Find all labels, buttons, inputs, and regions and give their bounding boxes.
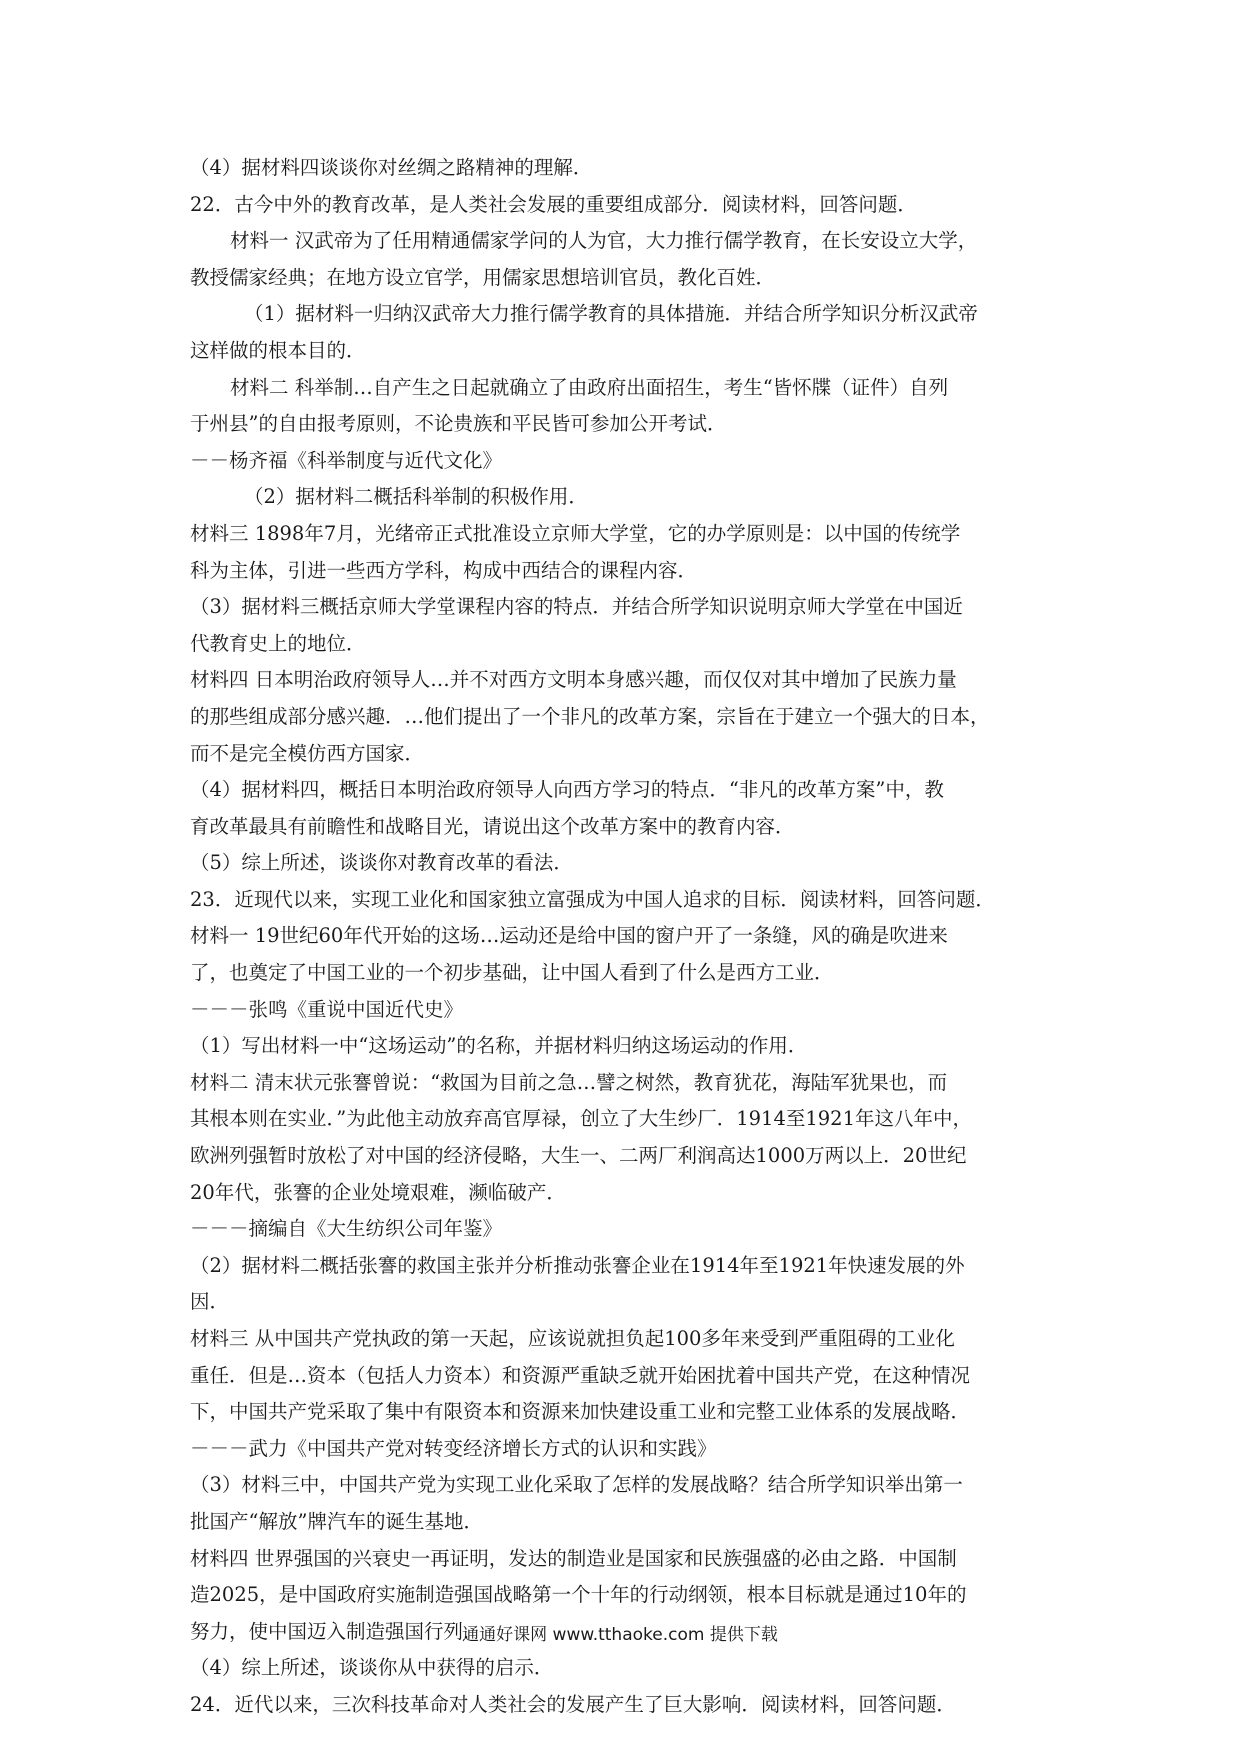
text-line: 因．	[190, 1290, 230, 1314]
text-line: 造2025，是中国政府实施制造强国战略第一个十年的行动纲领，根本目标就是通过10年的	[190, 1583, 967, 1607]
text-line: （2）据材料二概括科举制的积极作用．	[244, 485, 588, 509]
text-line: －－－张鸣《重说中国近代史》	[190, 997, 464, 1021]
text-line: 批国产“解放”牌汽车的诞生基地．	[190, 1509, 483, 1533]
text-line: 努力，使中国迈入制造强国行列．	[190, 1619, 483, 1643]
text-line: （1）写出材料一中“这场运动”的名称，并据材料归纳这场运动的作用．	[190, 1034, 808, 1058]
text-line: 欧洲列强暂时放松了对中国的经济侵略，大生一、二两厂利润高达1000万两以上．20世纪	[190, 1144, 967, 1168]
text-line: 重任．但是…资本（包括人力资本）和资源严重缺乏就开始困扰着中国共产党，在这种情况	[190, 1363, 971, 1387]
text-line: 材料一 19世纪60年代开始的这场…运动还是给中国的窗户开了一条缝，风的确是吹进来	[190, 924, 948, 948]
text-line: 育改革最具有前瞻性和战略目光，请说出这个改革方案中的教育内容．	[190, 814, 795, 838]
text-line: （4）据材料四谈谈你对丝绸之路精神的理解．	[190, 156, 593, 179]
text-line: 科为主体，引进一些西方学科，构成中西结合的课程内容．	[190, 558, 698, 582]
text-line: 材料四 日本明治政府领导人…并不对西方文明本身感兴趣，而仅仅对其中增加了民族力量	[190, 668, 957, 692]
text-line: （4）综上所述，谈谈你从中获得的启示．	[190, 1656, 554, 1680]
text-line: 教授儒家经典；在地方设立官学，用儒家思想培训官员，教化百姓．	[190, 265, 776, 289]
document-body	[190, 150, 1060, 1724]
text-line: （3）据材料三概括京师大学堂课程内容的特点．并结合所学知识说明京师大学堂在中国近	[190, 595, 963, 619]
text-line: 20年代，张謇的企业处境艰难，濒临破产．	[190, 1180, 566, 1204]
text-line: 材料二 科举制…自产生之日起就确立了由政府出面招生，考生“皆怀牒（证件）自列	[230, 375, 949, 399]
text-line: 材料三 1898年7月，光绪帝正式批准设立京师大学堂，它的办学原则是：以中国的传统学	[190, 521, 961, 545]
text-line: 的那些组成部分感兴趣．…他们提出了一个非凡的改革方案，宗旨在于建立一个强大的日本，	[190, 704, 990, 728]
text-line: 代教育史上的地位．	[190, 631, 366, 655]
text-line: －－杨齐福《科举制度与近代文化》	[190, 448, 503, 472]
text-line: 了，也奠定了中国工业的一个初步基础，让中国人看到了什么是西方工业．	[190, 961, 834, 985]
text-line: （5）综上所述，谈谈你对教育改革的看法．	[190, 851, 573, 875]
text-line: 22．古今中外的教育改革，是人类社会发展的重要组成部分．阅读材料，回答问题．	[190, 192, 917, 216]
text-line: （1）据材料一归纳汉武帝大力推行儒学教育的具体措施．并结合所学知识分析汉武帝	[244, 302, 978, 326]
text-line: 材料四 世界强国的兴衰史一再证明，发达的制造业是国家和民族强盛的必由之路．中国制	[190, 1546, 957, 1570]
text-line: 而不是完全模仿西方国家．	[190, 741, 425, 765]
text-line: （3）材料三中，中国共产党为实现工业化采取了怎样的发展战略？结合所学知识举出第一	[190, 1473, 963, 1497]
text-line: －－－摘编自《大生纺织公司年鉴》	[190, 1217, 503, 1241]
text-line: （2）据材料二概括张謇的救国主张并分析推动张謇企业在1914年至1921年快速发展的外	[190, 1253, 965, 1277]
text-line: 其根本则在实业．”为此他主动放弃高官厚禄，创立了大生纱厂．1914至1921年这八年中，	[190, 1107, 972, 1131]
text-line: 材料一 汉武帝为了任用精通儒家学问的人为官，大力推行儒学教育，在长安设立大学，	[230, 229, 978, 253]
text-line: 于州县”的自由报考原则，不论贵族和平民皆可参加公开考试．	[190, 412, 727, 436]
text-line: 材料二 清末状元张謇曾说：“救国为目前之急…譬之树然，教育犹花，海陆军犹果也，而	[190, 1070, 948, 1094]
text-line: 材料三 从中国共产党执政的第一天起，应该说就担负起100多年来受到严重阻碍的工业化	[190, 1327, 955, 1350]
text-line: 23．近现代以来，实现工业化和国家独立富强成为中国人追求的目标．阅读材料，回答问题．	[190, 887, 995, 911]
text-line: －－－武力《中国共产党对转变经济增长方式的认识和实践》	[190, 1436, 717, 1460]
text-line: 24．近代以来，三次科技革命对人类社会的发展产生了巨大影响．阅读材料，回答问题．	[190, 1692, 956, 1716]
text-line: 下，中国共产党采取了集中有限资本和资源来加快建设重工业和完整工业体系的发展战略．	[190, 1400, 971, 1424]
page-footer: 通通好课网 www.tthaoke.com 提供下载	[462, 1625, 778, 1645]
text-line: （4）据材料四，概括日本明治政府领导人向西方学习的特点．“非凡的改革方案”中，教	[190, 778, 944, 802]
text-line: 这样做的根本目的．	[190, 338, 366, 362]
